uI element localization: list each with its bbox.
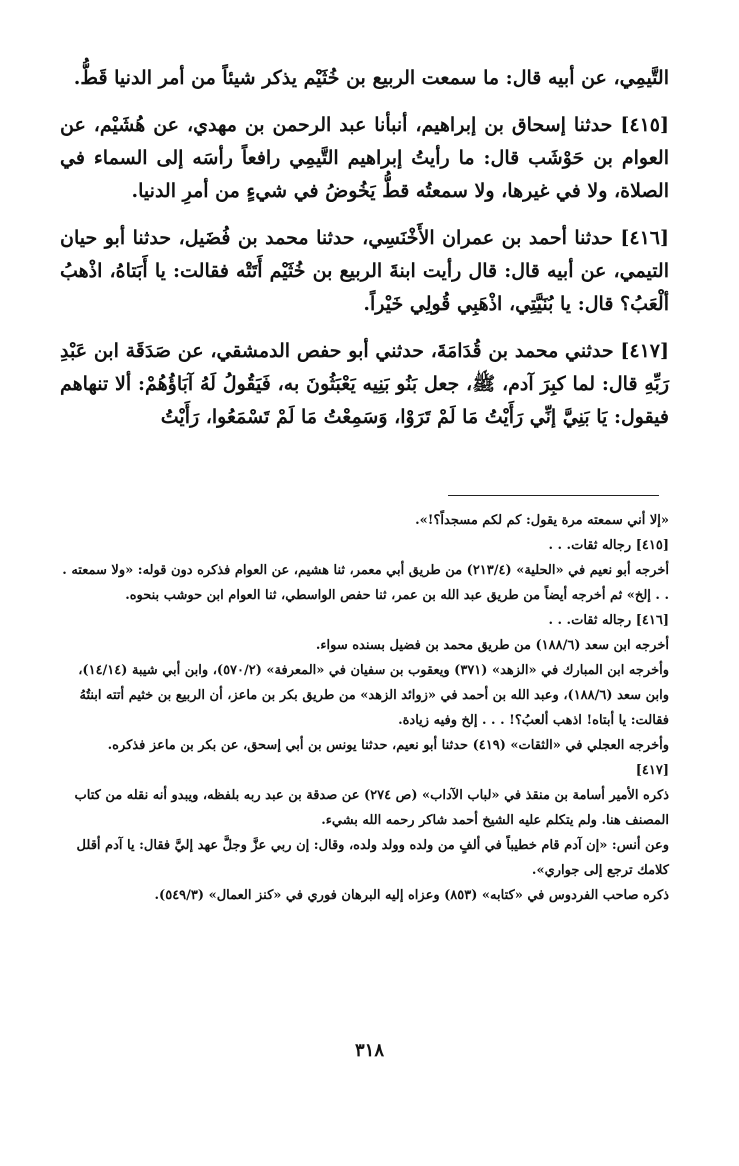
footnote-line: [٤١٥] رجاله ثقات. . .	[548, 538, 669, 553]
main-paragraph-417: [٤١٧] حدثني محمد بن قُدَامَةَ، حدثني أبو حفص الدمشقي، عن صَدَقَة ابن عَبْدِ رَبِّهِ قال: لما كبِرَ آدم، ﷺ، جعل بَنُو بَنِيه يَعْبَثُونَ به، فَيَقُولُ لَهُ آبَاؤُهُمْ: ألا تنهاهم فيقول: يَا بَنِيَّ إنِّي رَأَيْتُ مَا لَمْ تَرَوْا، وَسَمِعْتُ مَا لَمْ تَسْمَعُوا، رَأَيْتُ	[60, 340, 669, 428]
footnote-line: وأخرجه العجلي في «الثقات» (٤١٩) حدثنا أبو نعيم، حدثنا يونس بن أبي إسحق، عن بكر بن ماعز فذكره.	[107, 738, 669, 753]
footnote-line: ذكره صاحب الفردوس في «كتابه» (٨٥٣) وعزاه إليه البرهان فوري في «كنز العمال» (٥٤٩/٣).	[154, 888, 669, 903]
footnote-line: أخرجه ابن سعد (١٨٨/٦) من طريق محمد بن فضيل بسنده سواء.	[315, 638, 669, 653]
footnote-line: [٤١٦] رجاله ثقات. . .	[548, 613, 669, 628]
footnote-line: أخرجه أبو نعيم في «الحلية» (٢١٣/٤) من طريق أبي معمر، ثنا هشيم، عن العوام فذكره دون قوله: «ولا سمعته . . . إلخ» ثم أخرجه أيضاً من طريق عبد الله بن عمر، ثنا حفص الواسطي، ثنا العوام ابن حوشب بنحوه.	[62, 563, 669, 603]
footnote-line: ذكره الأمير أسامة بن منقذ في «لباب الآداب» (ص ٢٧٤) عن صدقة بن عبد ربه بلفظه، ويبدو أنه نقله من كتاب المصنف هنا. ولم يتكلم عليه الشيخ أحمد شاكر رحمه الله بشيء.	[74, 788, 669, 828]
footnote-separator	[448, 495, 659, 496]
footnote-line: وعن أنس: «إن آدم قام خطيباً في ألفٍ من ولده وولد ولده، وقال: إن ربي عزَّ وجلَّ عهد إليَّ فقال: يا آدم أقلل كلامك ترجع إلى جواري».	[76, 838, 669, 878]
main-paragraph-416: [٤١٦] حدثنا أحمد بن عمران الأَخْنَسِي، حدثنا محمد بن فُضَيل، حدثنا أبو حيان التيمي، عن أبيه قال: قال رأيت ابنةَ الربيع بن خُثَيْم أَتَتْه فقالت: يا أَبَتاهُ، اذْهبُ ألْعَبُ؟ قال: يا بُنَيَّتِي، اذْهَبِي قُولِي خَيْراً.	[60, 227, 669, 315]
footnote-line: [٤١٧]	[635, 763, 669, 778]
main-paragraph-continuation: التَّيمِي، عن أبيه قال: ما سمعت الربيع بن خُثَيْم يذكر شيئاً من أمر الدنيا قَطُّ.	[73, 67, 669, 89]
main-paragraph-415: [٤١٥] حدثنا إسحاق بن إبراهيم، أنبأنا عبد الرحمن بن مهدي، عن هُشَيْم، عن العوام بن حَوْشَب قال: ما رأيتُ إبراهيم التَّيمِي رافعاً رأسَه إلى السماء في الصلاة، ولا في غيرها، ولا سمعتُه قطُّ يَخُوضُ في شيءٍ من أمرِ الدنيا.	[60, 114, 669, 202]
page-number: ٣١٨	[354, 1040, 384, 1061]
footnote-line: وأخرجه ابن المبارك في «الزهد» (٣٧١) ويعقوب بن سفيان في «المعرفة» (٥٧٠/٢)، وابن أبي شيبة (١٤/١٤)، وابن سعد (١٨٨/٦)، وعبد الله بن أحمد في «زوائد الزهد» من طريق بكر بن ماعز، أن الربيع بن خثيم أتته ابنتُهُ فقالت: يا أبتاه! اذهب ألعبُ؟! . . . إلخ وفيه زيادة.	[78, 663, 669, 728]
footnote-line: «إلا أني سمعته مرة يقول: كم لكم مسجداً؟!».	[415, 513, 669, 528]
main-text	[60, 62, 669, 448]
footnotes	[60, 508, 669, 908]
